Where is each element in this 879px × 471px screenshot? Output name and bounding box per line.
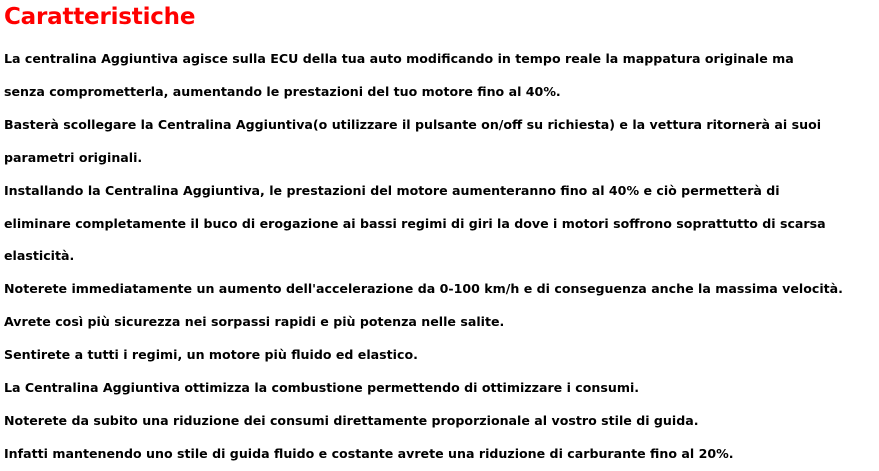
text-line: senza comprometterla, aumentando le prestazioni del tuo motore fino al 40%. [4, 83, 561, 99]
text-line: La Centralina Aggiuntiva ottimizza la combustione permettendo di ottimizzare i consumi. [4, 380, 640, 396]
text-line: Sentirete a tutti i regimi, un motore più fluido ed elastico. [4, 347, 418, 363]
text-line: Avrete così più sicurezza nei sorpassi rapidi e più potenza nelle salite. [4, 314, 505, 330]
text-line: parametri originali. [4, 149, 143, 165]
text-line: elasticità. [4, 248, 75, 264]
text-line: Noterete da subito una riduzione dei consumi direttamente proporzionale al vostro stile di guida. [4, 412, 699, 428]
text-line: Infatti mantenendo uno stile di guida fluido e costante avrete una riduzione di carburante fino al 20%. [4, 445, 734, 461]
section-title: Caratteristiche [4, 4, 196, 30]
text-line: eliminare completamente il buco di erogazione ai bassi regimi di giri la dove i motori soffrono soprattutto di scarsa [4, 215, 826, 231]
features-text [4, 43, 843, 471]
features-section [4, 4, 874, 461]
text-line: Basterà scollegare la Centralina Aggiuntiva(o utilizzare il pulsante on/off su richiesta) e la vettura ritornerà ai suoi [4, 116, 822, 132]
text-line: Installando la Centralina Aggiuntiva, le prestazioni del motore aumenteranno fino al 40% e ciò permetterà di [4, 182, 780, 198]
text-line: La centralina Aggiuntiva agisce sulla ECU della tua auto modificando in tempo reale la mappatura originale ma [4, 51, 794, 66]
text-line: Noterete immediatamente un aumento dell'accelerazione da 0-100 km/h e di conseguenza anche la massima velocità. [4, 281, 843, 297]
